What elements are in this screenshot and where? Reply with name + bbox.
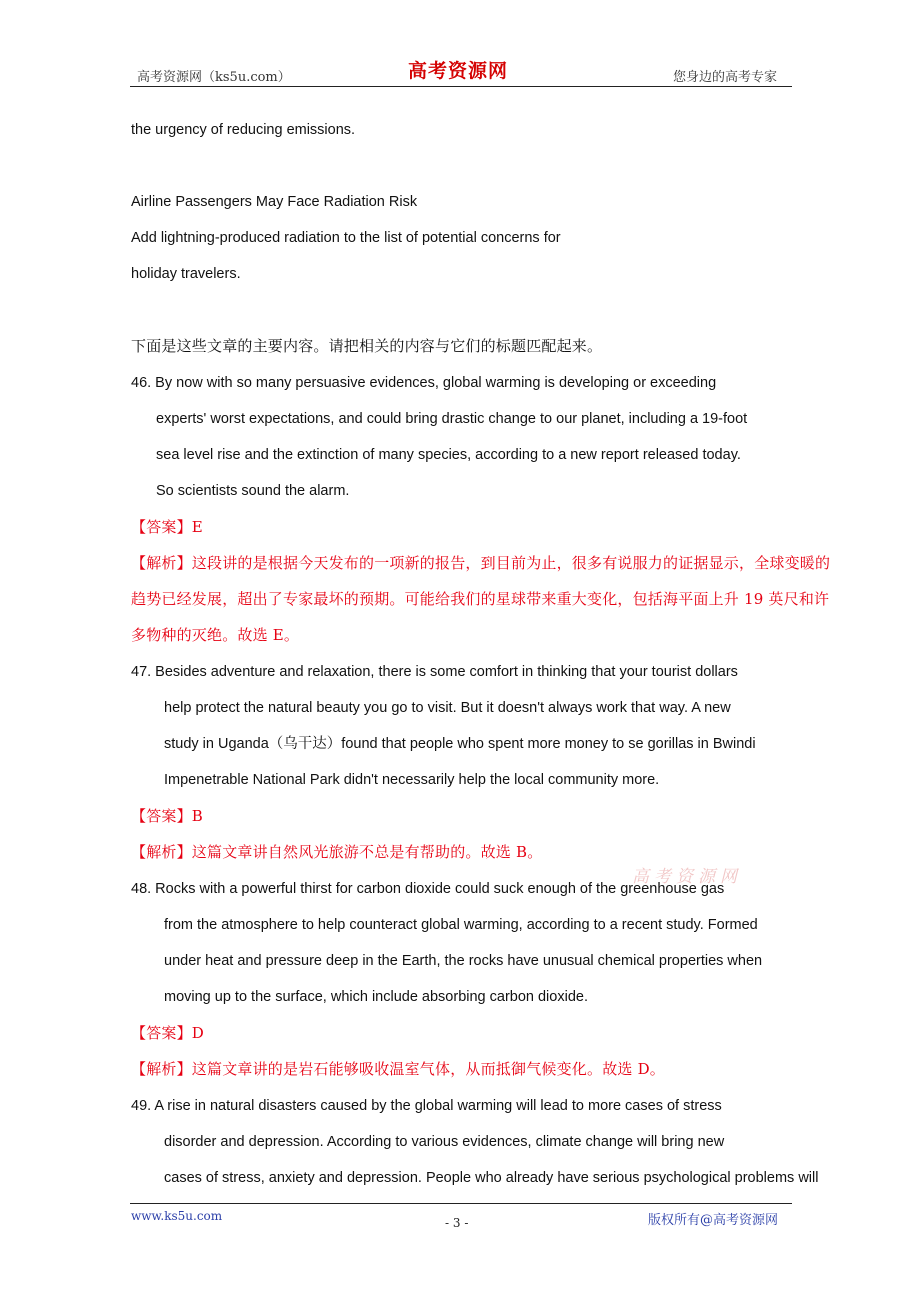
analysis-46-line: 【解析】这段讲的是根据今天发布的一项新的报告，到目前为止，很多有说服力的证据显示，全球变暖的: [131, 554, 831, 572]
instruction: 下面是这些文章的主要内容。请把相关的内容与它们的标题匹配起来。: [131, 337, 603, 355]
answer-47: 【答案】B: [131, 807, 204, 825]
question-49-line: 49. A rise in natural disasters caused by the global warming will lead to more cases of stress: [131, 1098, 722, 1114]
answer-46: 【答案】E: [131, 518, 203, 536]
analysis-48-line: 【解析】这篇文章讲的是岩石能够吸收温室气体，从而抵御气候变化。故选 D。: [131, 1060, 665, 1078]
analysis-47-line: 【解析】这篇文章讲自然风光旅游不总是有帮助的。故选 B。: [131, 843, 543, 861]
question-46-line: 46. By now with so many persuasive evidences, global warming is developing or exceeding: [131, 375, 717, 391]
question-46-line: experts' worst expectations, and could bring drastic change to our planet, including a 19-foot: [156, 411, 748, 427]
intro-line: holiday travelers.: [131, 266, 241, 282]
question-47-line: Impenetrable National Park didn't necessarily help the local community more.: [164, 772, 660, 788]
intro-line: the urgency of reducing emissions.: [131, 122, 356, 138]
footer-copyright: 版权所有@高考资源网: [648, 1213, 779, 1228]
footer-divider: [130, 1203, 792, 1204]
article-title: Airline Passengers May Face Radiation Risk: [131, 194, 418, 210]
question-48-line: moving up to the surface, which include absorbing carbon dioxide.: [164, 989, 588, 1005]
footer-website-link[interactable]: www.ks5u.com: [131, 1209, 223, 1223]
question-47-line: 47. Besides adventure and relaxation, there is some comfort in thinking that your tourist dollars: [131, 664, 738, 680]
answer-48: 【答案】D: [131, 1024, 205, 1042]
question-49-line: cases of stress, anxiety and depression. People who already have serious psychological problems will: [164, 1170, 819, 1186]
question-48-line: 48. Rocks with a powerful thirst for carbon dioxide could suck enough of the greenhouse gas: [131, 881, 725, 897]
question-47-line: help protect the natural beauty you go to visit. But it doesn't always work that way. A new: [164, 700, 731, 716]
page-number: - 3 -: [445, 1216, 469, 1230]
question-49-line: disorder and depression. According to various evidences, climate change will bring new: [164, 1134, 725, 1150]
analysis-46-line: 多物种的灭绝。故选 E。: [131, 626, 300, 644]
analysis-46-line: 趋势已经发展，超出了专家最坏的预期。可能给我们的星球带来重大变化，包括海平面上升 19 英尺和许: [131, 590, 830, 608]
header-logo: 高考资源网: [408, 60, 509, 82]
question-47-line: study in Uganda（乌干达）found that people who spent more money to se gorillas in Bwindi: [164, 736, 756, 752]
question-46-line: sea level rise and the extinction of many species, according to a new report released today.: [156, 447, 741, 463]
question-46-line: So scientists sound the alarm.: [156, 483, 350, 499]
watermark: 高考资源网: [632, 867, 742, 887]
header-slogan: 您身边的高考专家: [673, 70, 778, 85]
question-48-line: from the atmosphere to help counteract global warming, according to a recent study. Formed: [164, 917, 758, 933]
header-divider: [130, 86, 792, 87]
question-48-line: under heat and pressure deep in the Earth, the rocks have unusual chemical properties when: [164, 953, 763, 969]
intro-line: Add lightning-produced radiation to the list of potential concerns for: [131, 230, 561, 246]
header-site-name: 高考资源网（ks5u.com）: [137, 70, 291, 85]
